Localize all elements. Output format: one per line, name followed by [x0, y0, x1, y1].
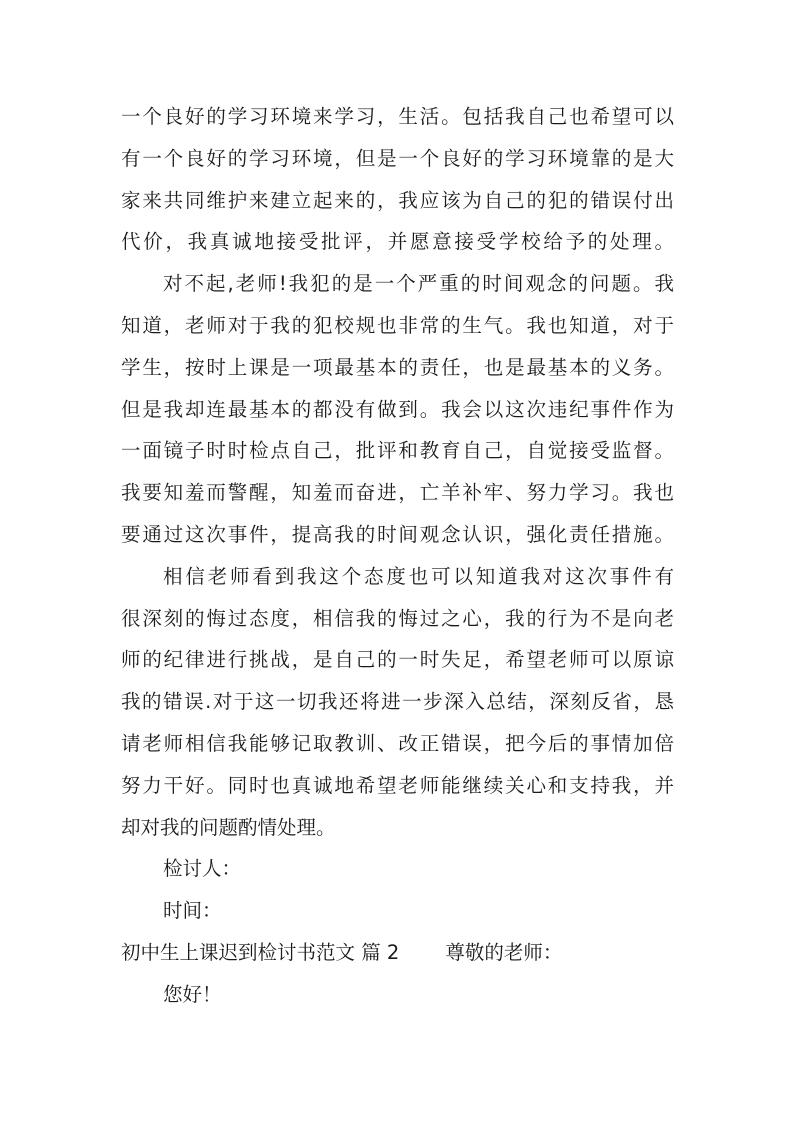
signer-label: 检讨人：: [163, 857, 242, 881]
text-line: 学生，按时上课是一项最基本的责任，也是最基本的义务。: [121, 355, 674, 379]
text-line: 家来共同维护来建立起来的，我应该为自己的犯的错误付出: [121, 188, 674, 212]
time-label: 时间：: [163, 899, 222, 923]
paragraph-1: [121, 96, 674, 263]
document-body: [121, 96, 674, 1016]
text-line: 有一个良好的学习环境，但是一个良好的学习环境靠的是大: [121, 146, 674, 170]
text-line: 要通过这次事件，提高我的时间观念认识，强化责任措施。: [121, 522, 674, 546]
text-line: 我的错误.对于这一切我还将进一步深入总结，深刻反省，恳: [121, 690, 674, 714]
section-heading-row: [121, 932, 674, 974]
paragraph-2: [121, 263, 674, 556]
text-line: 对不起,老师!我犯的是一个严重的时间观念的问题。我: [163, 272, 674, 296]
salutation: 尊敬的老师：: [445, 940, 563, 964]
text-line: 师的纪律进行挑战，是自己的一时失足，希望老师可以原谅: [121, 648, 674, 672]
greeting: 您好！: [163, 982, 222, 1006]
text-line: 请老师相信我能够记取教训、改正错误，把今后的事情加倍: [121, 731, 674, 755]
text-line: 相信老师看到我这个态度也可以知道我对这次事件有: [163, 564, 674, 588]
text-line: 努力干好。同时也真诚地希望老师能继续关心和支持我，并: [121, 773, 674, 797]
text-line: 很深刻的悔过态度，相信我的悔过之心，我的行为不是向老: [121, 606, 674, 630]
text-line: 代价，我真诚地接受批评，并愿意接受学校给予的处理。: [121, 230, 674, 254]
text-line: 一个良好的学习环境来学习，生活。包括我自己也希望可以: [121, 105, 674, 128]
section-title: 初中生上课迟到检讨书范文 篇 2: [121, 940, 400, 964]
text-line: 我要知羞而警醒，知羞而奋进，亡羊补牢、努力学习。我也: [121, 481, 674, 505]
text-line: 但是我却连最基本的都没有做到。我会以这次违纪事件作为: [121, 397, 674, 421]
text-line: 却对我的问题酌情处理。: [121, 815, 336, 839]
text-line: 知道，老师对于我的犯校规也非常的生气。我也知道，对于: [121, 313, 674, 337]
paragraph-3: [121, 556, 674, 849]
text-line: 一面镜子时时检点自己，批评和教育自己，自觉接受监督。: [121, 439, 674, 463]
